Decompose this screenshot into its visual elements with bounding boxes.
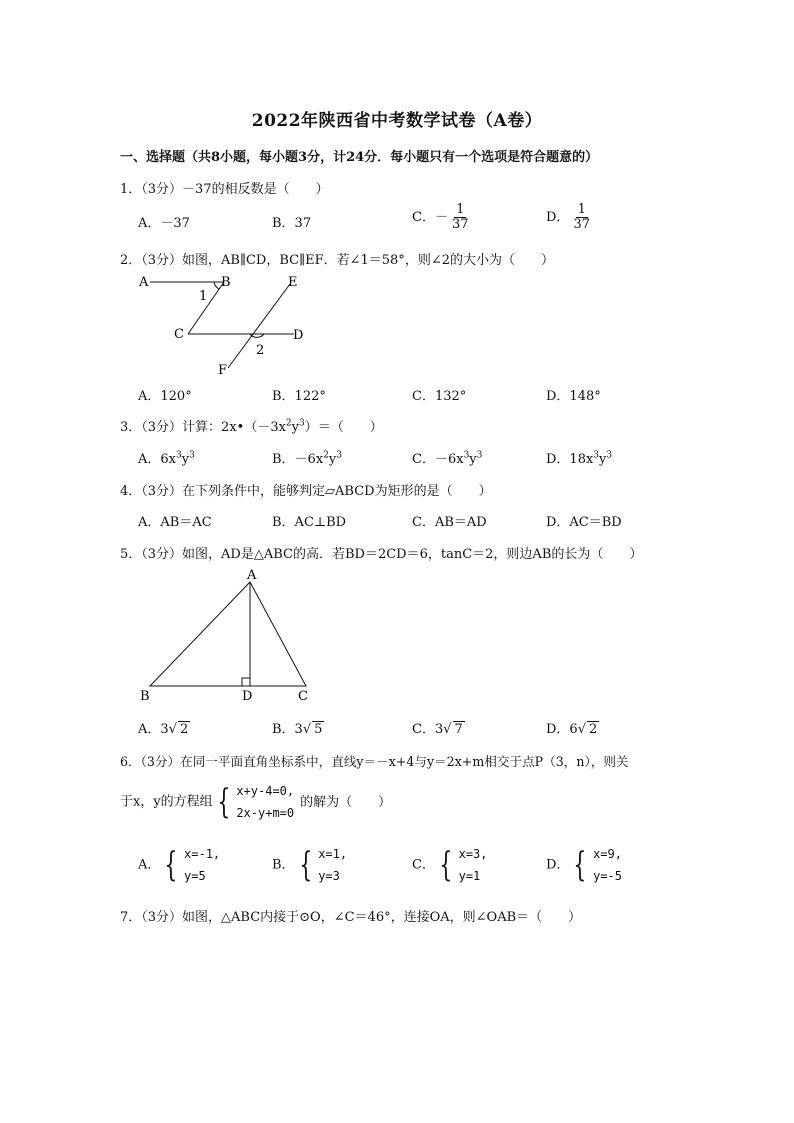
option-text: y <box>599 452 607 467</box>
stem-part: 3．（3分）计算：2x•（－3x <box>120 420 286 435</box>
point-d-label: D <box>242 689 253 704</box>
point-a-label: A <box>247 568 257 583</box>
exponent: 3 <box>336 450 342 461</box>
exponent: 3 <box>606 450 613 461</box>
q6-option-c <box>412 843 488 887</box>
q3-option-a <box>138 448 195 467</box>
equation-line: x=9, <box>593 847 622 861</box>
question-7-stem: 7．（3分）如图，△ABC内接于⊙O，∠C＝46°，连接OA，则∠OAB＝（ ） <box>120 910 582 925</box>
option-text: C．3 <box>412 722 444 737</box>
q1-option-d-fraction <box>571 203 592 232</box>
page-title: 2022年陕西省中考数学试卷（A卷） <box>251 111 543 131</box>
q4-option-b: B．AC⊥BD <box>272 515 347 530</box>
option-label: D． <box>546 857 570 873</box>
option-text: B．3 <box>272 722 303 737</box>
q3-option-d <box>546 448 612 467</box>
equation-line: y=-5 <box>593 869 622 883</box>
exponent: 3 <box>176 450 182 461</box>
q2-parallel-lines-figure <box>130 268 320 380</box>
brace-icon: { <box>298 845 312 885</box>
question-6-stem-line2 <box>120 780 391 824</box>
triangle-abc <box>150 582 306 686</box>
q5-option-a <box>138 718 190 737</box>
point-b-label: B <box>221 275 231 290</box>
question-4-stem: 4．（3分）在下列条件中，能够判定▱ABCD为矩形的是（ ） <box>120 484 492 499</box>
stem-part: ）＝（ ） <box>304 420 383 435</box>
q5-option-d <box>546 718 599 737</box>
point-c-label: C <box>174 327 184 342</box>
option-text: A．3 <box>138 722 169 737</box>
option-text: A．6x <box>138 452 176 467</box>
q1-option-c-label: C．－ <box>412 210 448 225</box>
equation-line: x+y-4=0, <box>236 784 295 798</box>
sqrt-icon: √ 5 <box>302 722 323 737</box>
fraction-numerator: 1 <box>577 202 586 217</box>
fraction-denominator: 37 <box>573 217 590 232</box>
q6-option-d <box>546 843 622 887</box>
question-6-stem: 6．（3分）在同一平面直角坐标系中，直线y＝－x+4与y＝2x+m相交于点P（3，n），则关 <box>120 754 629 769</box>
right-angle-mark <box>242 678 250 686</box>
point-e-label: E <box>288 275 298 290</box>
q4-option-d: D．AC＝BD <box>546 515 622 530</box>
brace-icon: { <box>217 782 230 822</box>
q2-option-a: A．120° <box>138 389 192 404</box>
equation-line: x=-1, <box>184 847 221 861</box>
option-label: A． <box>138 857 161 873</box>
section-heading: 一、选择题（共8小题，每小题3分，计24分．每小题只有一个选项是符合题意的） <box>120 150 599 165</box>
exponent: 3 <box>463 450 470 461</box>
equation-line: x=3, <box>458 847 488 861</box>
question-3-stem <box>120 416 383 435</box>
stem-part: 的解为（ ） <box>300 794 392 810</box>
question-2-stem: 2．（3分）如图，AB∥CD，BC∥EF．若∠1＝58°，则∠2的大小为（ ） <box>120 253 554 268</box>
fraction-denominator: 37 <box>451 217 469 232</box>
option-text: y <box>328 452 337 467</box>
equation-line: 2x-y+m=0 <box>236 806 295 820</box>
equation-line: y=1 <box>458 869 481 883</box>
point-c-label: C <box>298 689 308 704</box>
equation-line: y=5 <box>184 869 206 883</box>
point-f-label: F <box>218 363 228 378</box>
option-label: B． <box>272 857 295 873</box>
exponent: 2 <box>285 418 292 429</box>
angle-2-arc <box>250 334 264 337</box>
q1-option-c-fraction <box>450 203 471 232</box>
exponent: 3 <box>189 450 195 461</box>
exponent: 3 <box>476 450 483 461</box>
sqrt-icon: √ 2 <box>168 722 189 737</box>
option-text: y <box>469 452 477 467</box>
exponent: 2 <box>323 450 329 461</box>
q6-option-a <box>138 843 220 887</box>
angle-2-label: 2 <box>256 343 265 358</box>
exponent: 3 <box>299 418 305 429</box>
stem-part: y <box>291 420 300 435</box>
brace-icon: { <box>164 845 178 885</box>
option-text: D．18x <box>546 452 594 467</box>
stem-part: 于x，y的方程组 <box>120 794 213 810</box>
fraction-numerator: 1 <box>456 202 465 217</box>
option-text: C．－6x <box>412 452 464 467</box>
angle-1-label: 1 <box>199 289 208 304</box>
q1-option-b: B．37 <box>272 216 312 231</box>
q6-option-b <box>272 843 347 887</box>
radicand: 2 <box>589 722 598 737</box>
q4-option-c: C．AB＝AD <box>412 515 487 530</box>
q3-option-c <box>412 448 482 467</box>
radicand: 5 <box>314 722 323 737</box>
q5-option-b <box>272 718 324 737</box>
question-5-stem: 5．（3分）如图，AD是△ABC的高．若BD＝2CD＝6，tanC＝2，则边AB的长为（ ） <box>120 547 643 562</box>
q4-option-a: A．AB＝AC <box>138 515 212 530</box>
equation-line: y=3 <box>318 869 340 883</box>
option-label: C． <box>412 857 435 873</box>
equation-system <box>213 780 294 824</box>
q5-triangle-figure <box>130 566 320 706</box>
sqrt-icon: √ 7 <box>443 722 463 737</box>
q2-option-b: B．122° <box>272 389 326 404</box>
exponent: 3 <box>593 450 600 461</box>
question-1-stem: 1．（3分）－37的相反数是（ ） <box>120 182 329 197</box>
q2-option-d: D．148° <box>546 389 601 404</box>
radicand: 2 <box>179 722 189 737</box>
option-text: D．6 <box>546 722 578 737</box>
q5-option-c <box>412 718 465 737</box>
point-d-label: D <box>293 328 304 343</box>
sqrt-icon: √ 2 <box>577 722 598 737</box>
point-b-label: B <box>140 689 150 704</box>
q1-option-d-label: D． <box>546 210 570 225</box>
q2-option-c: C．132° <box>412 389 467 404</box>
radicand: 7 <box>454 722 463 737</box>
q1-option-c <box>412 203 471 232</box>
option-text: B．－6x <box>272 452 324 467</box>
brace-icon: { <box>439 845 453 885</box>
brace-icon: { <box>573 845 587 885</box>
angle-1-arc <box>214 282 219 289</box>
q3-option-b <box>272 448 342 467</box>
option-text: y <box>181 452 190 467</box>
q1-option-d <box>546 203 592 232</box>
q1-option-a: A．－37 <box>138 216 190 231</box>
equation-line: x=1, <box>318 847 348 861</box>
point-a-label: A <box>139 275 149 290</box>
